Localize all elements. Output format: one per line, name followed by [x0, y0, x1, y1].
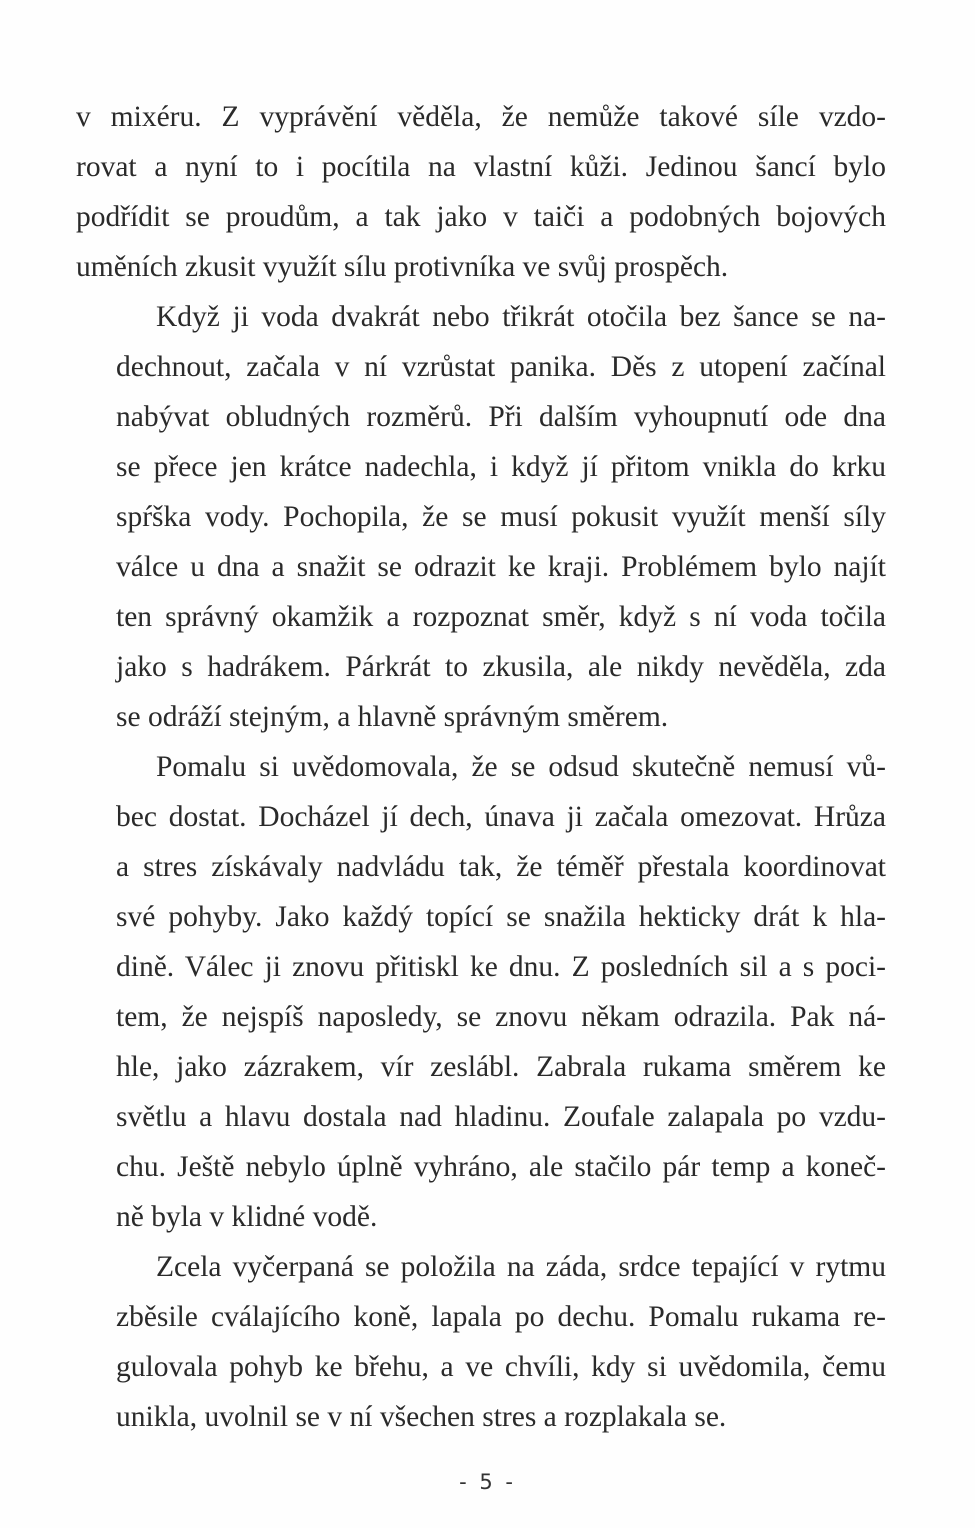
- text-line: jako s hadrákem. Párkrát to zkusila, ale nikdy nevěděla, zda: [116, 651, 886, 683]
- text-line: světlu a hlavu dostala nad hladinu. Zoufale zalapala po vzdu-: [116, 1101, 886, 1133]
- text-line: ten správný okamžik a rozpoznat směr, když s ní voda točila: [116, 601, 886, 633]
- text-line: Pomalu si uvědomovala, že se odsud skutečně nemusí vů-: [156, 751, 886, 783]
- text-line: podřídit se proudům, a tak jako v taiči a podobných bojových: [76, 201, 886, 233]
- text-line: se odráží stejným, a hlavně správným směrem.: [116, 701, 669, 733]
- paragraph-4: [76, 1242, 886, 1442]
- text-line: Když ji voda dvakrát nebo třikrát otočila bez šance se na-: [156, 301, 886, 333]
- text-line: své pohyby. Jako každý topící se snažila hekticky drát k hla-: [116, 901, 886, 933]
- paragraph-3: [76, 742, 886, 1242]
- text-line: spŕška vody. Pochopila, že se musí pokusit využít menší síly: [116, 501, 886, 533]
- text-line: dechnout, začala v ní vzrůstat panika. Děs z utopení začínal: [116, 351, 886, 383]
- text-line: ně byla v klidné vodě.: [116, 1201, 378, 1233]
- text-line: se přece jen krátce nadechla, i když jí přitom vnikla do krku: [116, 451, 886, 483]
- text-line: bec dostat. Docházel jí dech, únava ji začala omezovat. Hrůza: [116, 801, 886, 833]
- paragraph-1: [76, 92, 886, 292]
- text-line: dině. Válec ji znovu přitiskl ke dnu. Z posledních sil a s poci-: [116, 951, 886, 983]
- text-line: uměních zkusit využít sílu protivníka ve svůj prospěch.: [76, 251, 729, 283]
- text-line: v mixéru. Z vyprávění věděla, že nemůže takové síle vzdo-: [76, 101, 886, 133]
- text-line: gulovala pohyb ke břehu, a ve chvíli, kdy si uvědomila, čemu: [116, 1351, 886, 1383]
- text-line: zběsile cválajícího koně, lapala po dechu. Pomalu rukama re-: [116, 1301, 886, 1333]
- text-line: válce u dna a snažit se odrazit ke kraji. Problémem bylo najít: [116, 551, 886, 583]
- text-line: Zcela vyčerpaná se položila na záda, srdce tepající v rytmu: [156, 1251, 886, 1283]
- body-text: [76, 92, 886, 1442]
- text-line: unikla, uvolnil se v ní všechen stres a rozplakala se.: [116, 1401, 727, 1433]
- text-line: tem, že nejspíš naposledy, se znovu někam odrazila. Pak ná-: [116, 1001, 886, 1033]
- text-line: rovat a nyní to i pocítila na vlastní kůži. Jedinou šancí bylo: [76, 151, 886, 183]
- text-line: chu. Ještě nebylo úplně vyhráno, ale stačilo pár temp a koneč-: [116, 1151, 886, 1183]
- paragraph-2: [76, 292, 886, 742]
- text-line: a stres získávaly nadvládu tak, že téměř přestala koordinovat: [116, 851, 886, 883]
- page-number: - 5 -: [459, 1470, 516, 1494]
- text-line: nabývat obludných rozměrů. Při dalším vyhoupnutí ode dna: [116, 401, 886, 433]
- text-line: hle, jako zázrakem, vír zeslábl. Zabrala rukama směrem ke: [116, 1051, 886, 1083]
